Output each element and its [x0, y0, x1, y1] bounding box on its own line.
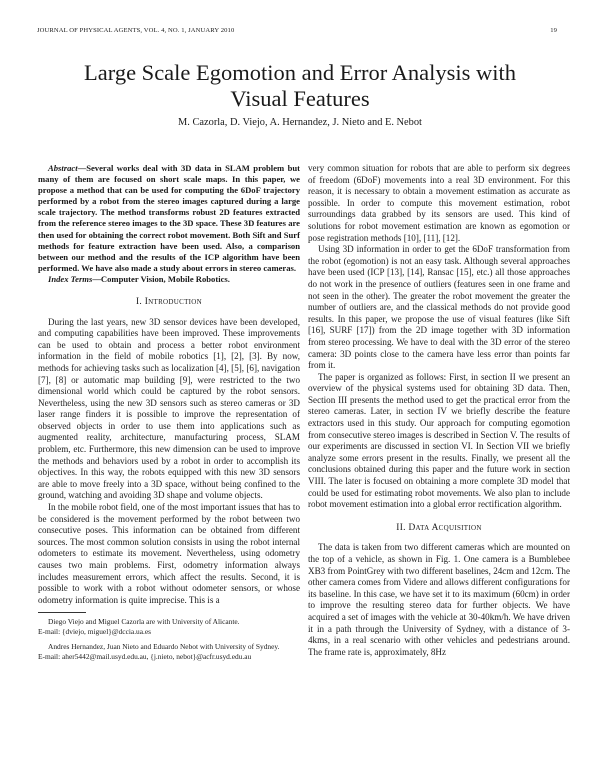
data-acquisition-paragraph-1: The data is taken from two different cameras which are mounted on the top of a vehicle, as shown in Fig. 1. One camera is a Bumblebee XB3 from PointGrey with two different baselines, 24cm and 12cm. The other camera comes from Videre and allows different configurations for its baseline. In this case, we have set it to its maximum (60cm) in order to improve the resulting stereo data for further objects. We have acquired a set of images with the vehicle at 30-40km/h. We have driven it in a path through the University of Sydney, with a distance of 3-4kms, in a real scenario with other vehicles and pedestrians around. The frame rate is, approximately, 8Hz	[308, 542, 570, 657]
running-header	[37, 27, 557, 34]
title-line-2: Visual Features	[230, 86, 370, 111]
index-terms-label: Index Terms	[48, 273, 93, 284]
right-column	[308, 163, 570, 658]
index-terms	[38, 274, 300, 285]
index-terms-text: —Computer Vision, Mobile Robotics.	[92, 273, 230, 284]
section-numeral: II.	[396, 522, 406, 533]
intro-paragraph-4: Using 3D information in order to get the 6DoF transformation from the robot (egomotion) is not an easy task. Although several approaches have been used (ICP [13], [14], Ransac [15], etc.) all those approaches do not work in the presence of outliers (features seen in one frame and not seen in the other). The greater the robot movement the greater the number of outliers are, and the classical methods do not provide good results. In this paper, we propose the use of visual features (like Sift [16], SURF [17]) from the 2D image together with 3D information from stereo processing. We have to deal with the 3D error of the stereo camera: 3D points close to the camera have less error than points far from it.	[308, 244, 570, 371]
intro-paragraph-2: In the mobile robot field, one of the most important issues that has to be considered is the movement performed by the robot between two consecutive poses. This information can be obtained from different sources. The most common solution consists in using the robot internal odometers to estimate its movement. Nevertheless, using odometry causes two main problems. First, odometry information always includes measurement errors, which affect the results. Second, it is possible to work with a robot without odometer sensors, or whose odometry information is quite imprecise. This is a	[38, 502, 300, 605]
section-title: Introduction	[144, 296, 202, 307]
page-number: 19	[550, 27, 557, 34]
section-title: Data Acquisition	[408, 522, 482, 533]
title-line-1: Large Scale Egomotion and Error Analysis with	[84, 60, 516, 85]
abstract	[38, 163, 300, 274]
abstract-text: —Several works deal with 3D data in SLAM problem but many of them are focused on short scale maps. In this paper, we propose a method that can be used for computing the 6DoF trajectory performed by a robot from the stereo images captured during a large scale trajectory. The method transforms robust 2D features extracted from the reference stereo images to the 3D space. These 3D features are then used for obtaining the correct robot movement. Both Sift and Surf methods for feature extraction have been used. Also, a comparison between our method and the results of the ICP algorithm have been performed. We have also made a study about errors in stereo cameras.	[38, 163, 300, 273]
journal-name: JOURNAL OF PHYSICAL AGENTS, VOL. 4, NO. 1, JANUARY 2010	[37, 27, 235, 34]
section-numeral: I.	[135, 296, 143, 307]
footnote-rule	[38, 612, 86, 613]
author-list: M. Cazorla, D. Viejo, A. Hernandez, J. Nieto and E. Nebot	[178, 117, 422, 128]
footnote-alicante: Diego Viejo and Miguel Cazorla are with University of Alicante.	[48, 617, 240, 627]
left-column	[38, 163, 300, 661]
intro-paragraph-3: very common situation for robots that are able to perform six degrees of freedom (6DoF) movements into a real 3D environment. For this reason, it is necessary to obtain a movement estimation as accurate as possible. In order to compute this movement estimation, robot surroundings data grabbed by its sensors are used. This kind of solutions for robot movement estimation are known as egomotion or pose registration methods [10], [11], [12].	[308, 163, 570, 243]
section-heading-data-acquisition	[308, 523, 570, 535]
footnote-alicante-email: E-mail: {dviejo, miguel}@dccia.ua.es	[38, 626, 152, 636]
intro-paragraph-5: The paper is organized as follows: First, in section II we present an overview of the physical systems used for obtaining 3D data. Then, Section III presents the method used to get the practical error from the stereo cameras. Later, in section IV we briefly describe the feature extractors used in this study. Our approach for computing egomotion from consecutive stereo images is described in Section V. The results of our experiments are discussed in section VI. In Section VII we briefly analyze some errors present in the results. Finally, we present all the conclusions obtained during this paper and the future work in section VIII. The later is focused on obtaining a more complete 3D model that could be used for estimating robot movements. We also plan to include robot movement estimation into a global error rectification algorithm.	[308, 371, 570, 510]
paper-title	[40, 60, 560, 112]
abstract-label: Abstract	[48, 163, 78, 173]
footnote-sydney: Andres Hernandez, Juan Nieto and Eduardo Nebot with University of Sydney.	[48, 642, 280, 652]
intro-paragraph-1: During the last years, new 3D sensor devices have been developed, and computing capabilities have been improved. These improvements can be used to obtain and process a better robot environment information in the field of mobile robotics [1], [2], [3]. By now, methods for achieving tasks such as localization [4], [5], [6], navigation [7], [8] or automatic map building [9], were restricted to the two dimensional world which could be captured by the robot sensors. Nevertheless, using the new 3D sensors such as stereo cameras or 3D laser range finders it is possible to improve the representation of observed objects in order to use them into applications such as augmented reality, architecture, manufacturing process, SLAM problem, etc. Furthermore, this new dimension can be used to improve the methods and behaviors used by a robot in order to accomplish its objectives. In this way, the robots equipped with this new 3D sensors are able to move freely into a 3D space, without being confined to the ground, watching and avoiding 3D shape and volume objects.	[38, 316, 300, 501]
footnote-sydney-email: E-mail: aher5442@mail.usyd.edu.au, {j.nieto, nebot}@acfr.usyd.edu.au	[38, 651, 252, 661]
section-heading-introduction	[38, 297, 300, 309]
